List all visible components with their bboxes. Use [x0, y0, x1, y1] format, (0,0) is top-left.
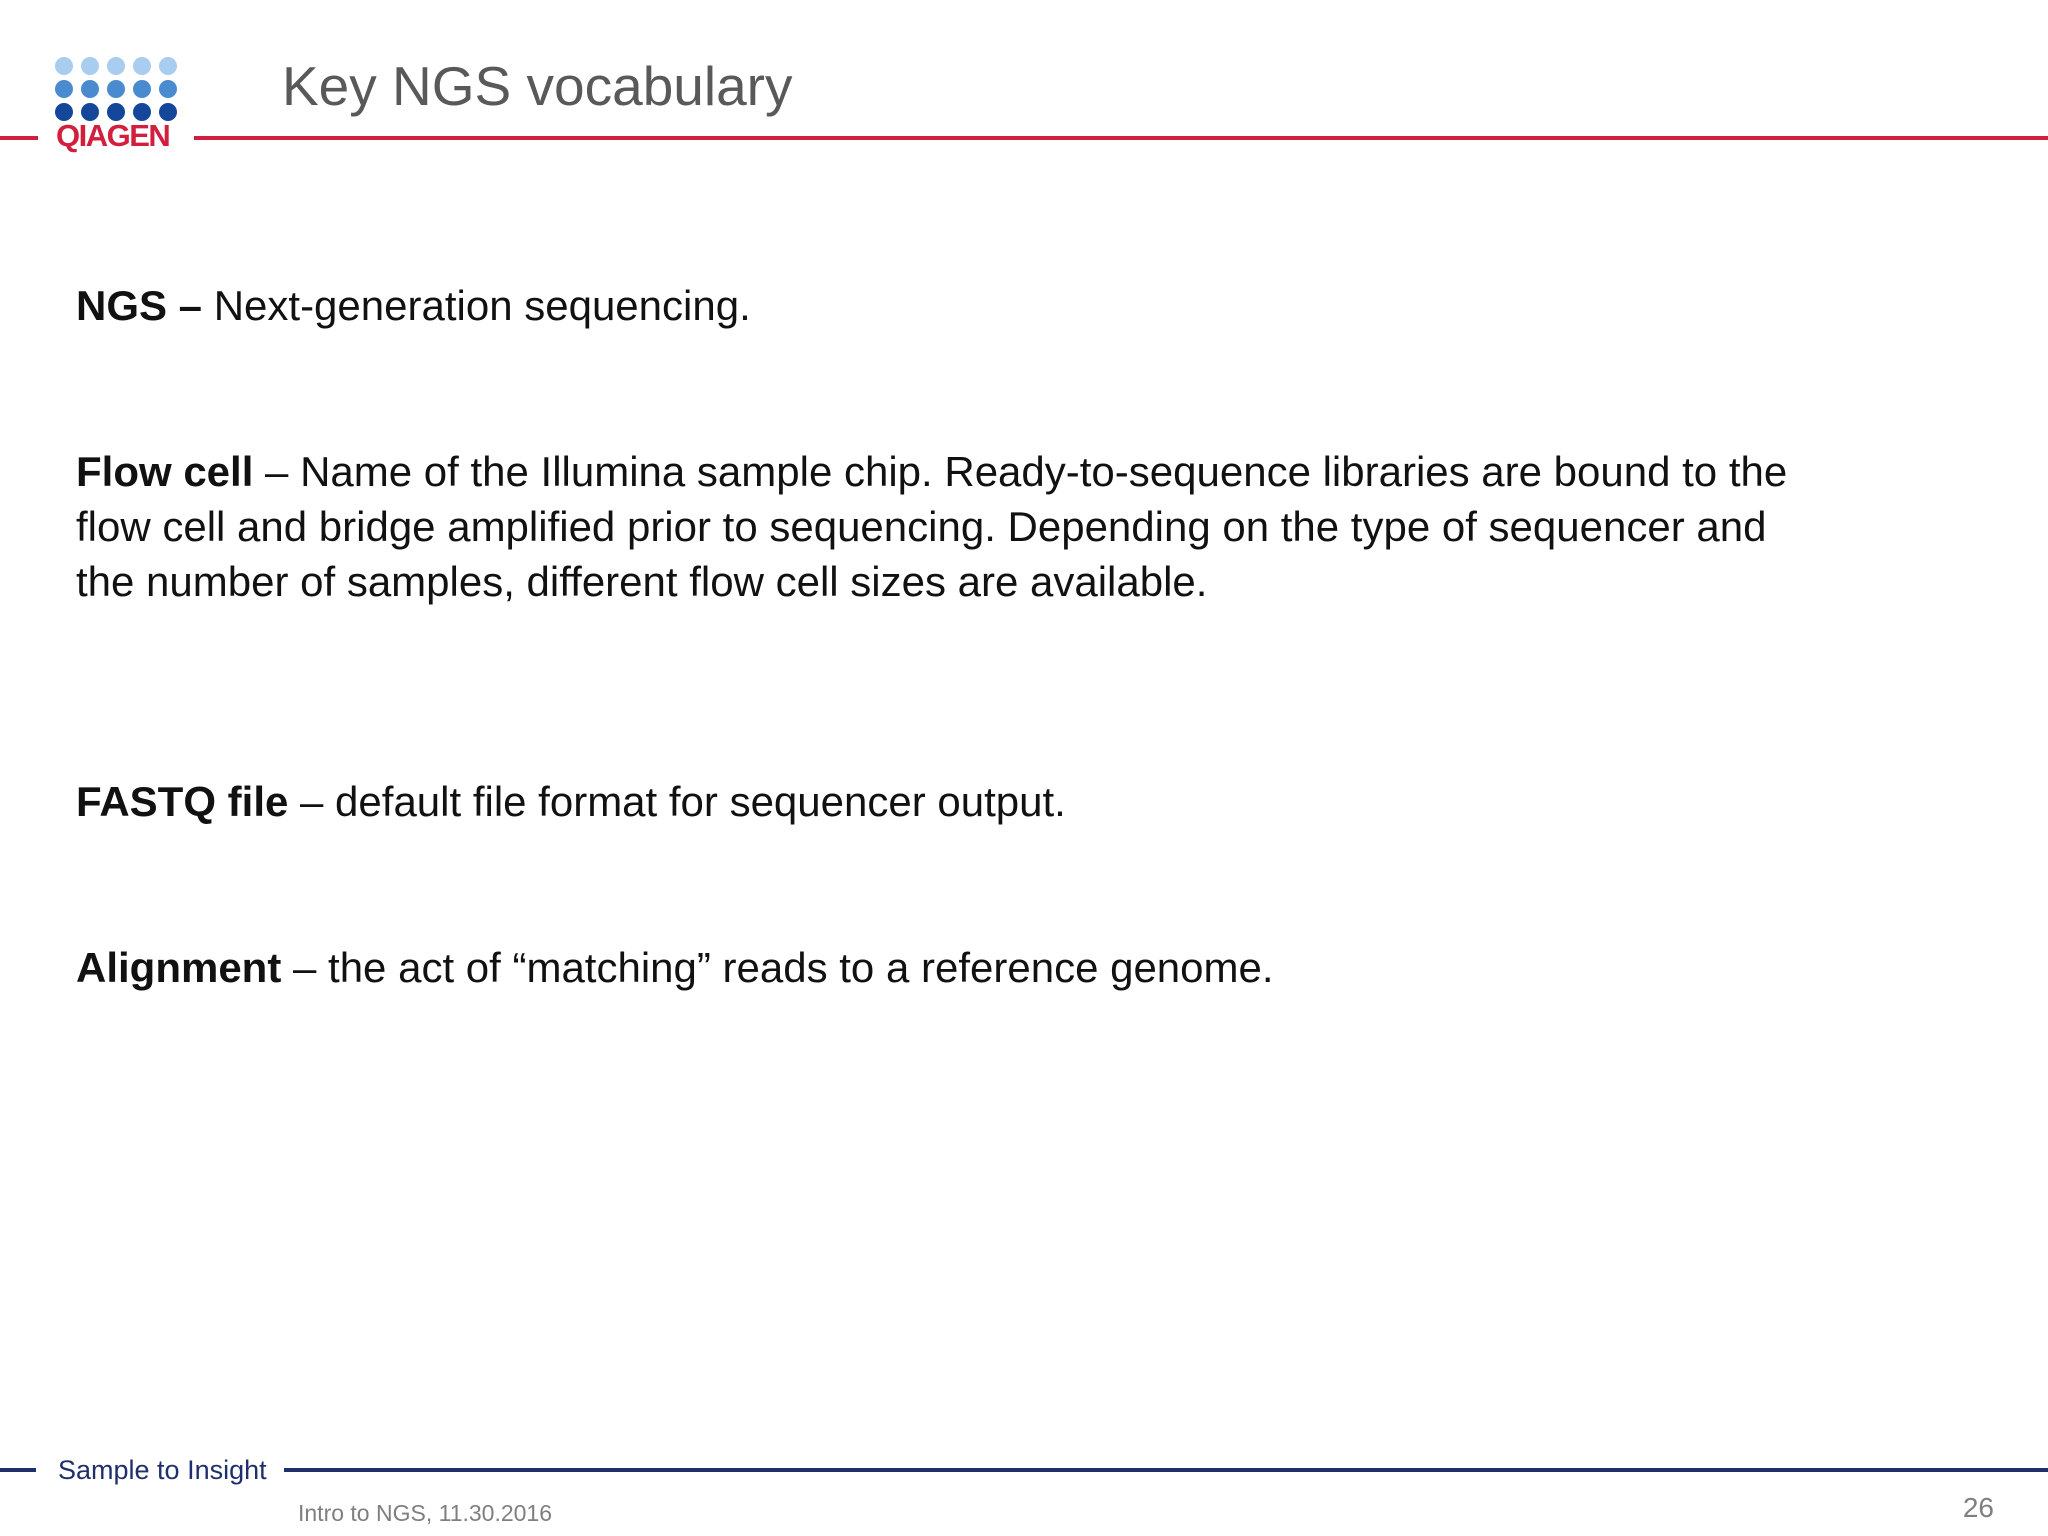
page-number: 26 — [1962, 1492, 1994, 1523]
footer-note: Intro to NGS, 11.30.2016 — [298, 1500, 553, 1526]
qiagen-logo — [54, 56, 178, 156]
vocab-term: FASTQ file — [76, 778, 289, 825]
vocab-term: Alignment — [76, 944, 282, 991]
vocab-entry-ngs — [76, 278, 1836, 333]
header-rule-left — [0, 136, 38, 140]
vocab-entry-fastq-file — [76, 774, 1836, 829]
qiagen-logo-wordmark: QIAGEN — [56, 118, 170, 153]
vocab-definition: – default file format for sequencer output. — [288, 778, 1066, 825]
header-rule-right — [194, 136, 2048, 140]
vocab-definition: – Name of the Illumina sample chip. Ready-to-sequence libraries are bound to the flow cell and bridge amplified prior to sequencing. Depending on the type of sequencer and the number of samples, different flow cell sizes are available. — [76, 448, 1788, 605]
slide-title: Key NGS vocabulary — [282, 55, 793, 117]
vocab-term: Flow cell — [76, 448, 254, 495]
footer-tagline: Sample to Insight — [58, 1455, 267, 1485]
vocab-term: NGS – — [76, 282, 203, 329]
vocab-definition: Next-generation sequencing. — [202, 282, 751, 329]
footer-rule-right — [284, 1468, 2048, 1472]
vocab-entry-flow-cell — [76, 444, 1836, 609]
footer-rule-left — [0, 1468, 36, 1472]
qiagen-logo-dots-icon — [54, 56, 178, 122]
vocab-definition: – the act of “matching” reads to a reference genome. — [281, 944, 1274, 991]
vocab-entry-alignment — [76, 940, 1836, 995]
